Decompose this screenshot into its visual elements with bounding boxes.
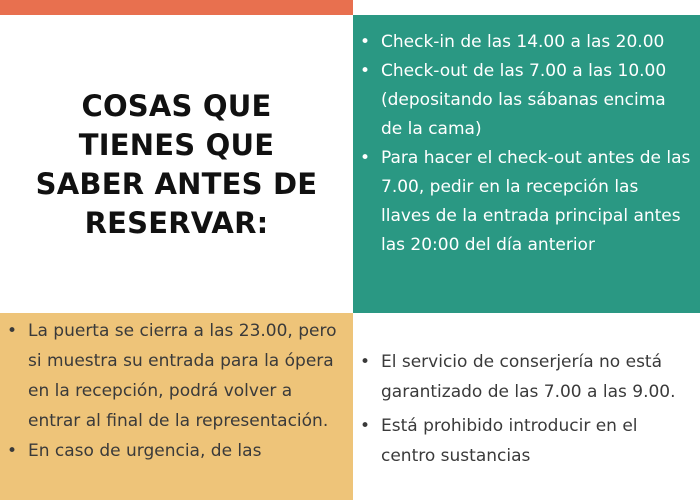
checkin-list (353, 15, 700, 260)
bullet-icon: • (360, 148, 371, 168)
list-item-text: Está prohibido introducir en el centro sustancias (381, 416, 638, 466)
list-item (353, 411, 692, 471)
rules-info-panel (353, 313, 700, 500)
title-panel (0, 15, 353, 313)
bullet-icon: • (360, 61, 371, 81)
list-item (0, 436, 349, 466)
door-info-panel (0, 313, 353, 500)
poster-title: COSAS QUE TIENES QUE SABER ANTES DE RESERVAR: (35, 89, 318, 240)
bullet-icon: • (7, 321, 18, 341)
checkin-info-panel (353, 15, 700, 313)
bullet-icon: • (360, 416, 371, 436)
list-item (353, 28, 692, 57)
bullet-icon: • (360, 352, 371, 372)
list-item (353, 144, 692, 260)
bullet-icon: • (360, 32, 371, 52)
list-item-text: Check-out de las 7.00 a las 10.00 (depositando las sábanas encima de la cama) (381, 61, 667, 139)
door-list (0, 313, 353, 466)
list-item (353, 347, 692, 407)
list-item-text: En caso de urgencia, de las (28, 441, 262, 461)
bullet-icon: • (7, 441, 18, 461)
list-item (353, 57, 692, 144)
list-item-text: Check-in de las 14.00 a las 20.00 (381, 32, 665, 52)
list-item-text: Para hacer el check-out antes de las 7.00, pedir en la recepción las llaves de la entrada principal antes las 20:00 del día anterior (381, 148, 691, 255)
list-item-text: La puerta se cierra a las 23.00, pero si muestra su entrada para la ópera en la recepción, podrá volver a entrar al final de la representación. (28, 321, 337, 431)
rules-list (353, 313, 700, 471)
top-accent-strip (0, 0, 353, 15)
list-item (0, 316, 349, 436)
list-item-text: El servicio de conserjería no está garantizado de las 7.00 a las 9.00. (381, 352, 676, 402)
